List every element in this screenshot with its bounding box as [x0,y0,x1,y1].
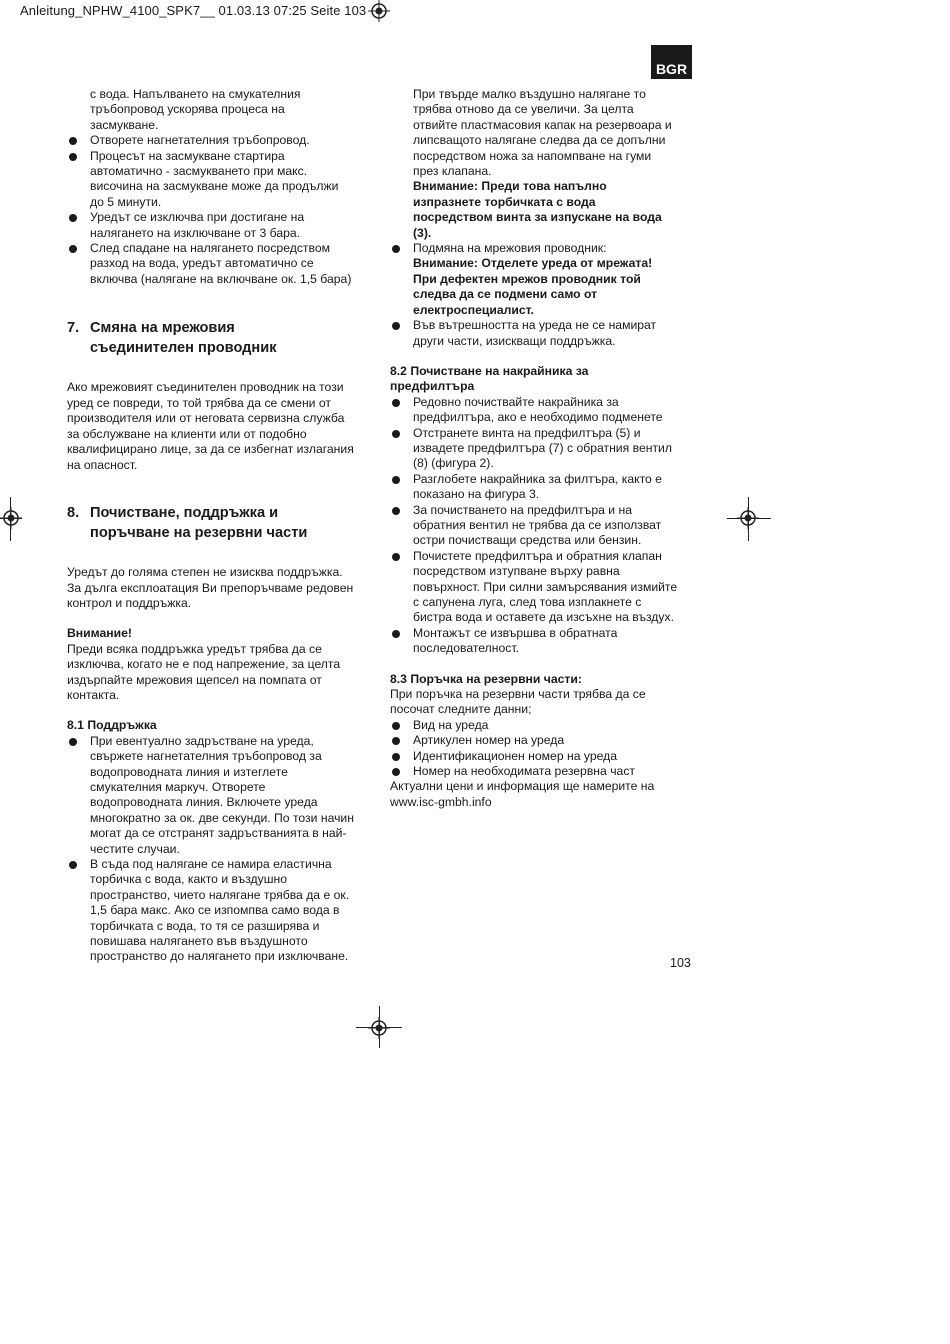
crop-line [727,518,771,519]
order-bullet: Артикулен номер на уреда [390,733,694,748]
pressure-continuation: При твърде малко въздушно налягане то трябва отново да се увеличи. За целта отвийте пластмасовия капак на резервоара и липсващото налягане следва да се допълни посредством ножа за напомпване на гуми през клапана. [413,87,672,179]
left-column [67,87,371,965]
filter-bullet: Разглобете накрайника за филтъра, както е показано на фигура 3. [390,472,694,503]
filter-bullet: Отстранете винта на предфилтъра (5) и извадете предфилтъра (7) с обратния вентил (8) (фигура 2). [390,426,694,472]
subsection-8-3-title: 8.3 Поръчка на резервни части: [390,671,582,686]
bullet-icon [392,476,400,484]
intro-bullet: Отворете нагнетателния тръбопровод. [67,133,371,148]
order-bullet: Номер на необходимата резервна част [390,764,694,779]
bullet-icon [392,722,400,730]
filter-bullet: Редовно почиствайте накрайника за предфилтъра, ако е необходимо подменете [390,395,694,426]
crop-line [0,518,22,519]
order-bullet: Вид на уреда [390,718,694,733]
section-7-body: Ако мрежовият съединителен проводник на този уред се повреди, то той трябва да се смени от производителя или от неговата сервизна служба за обслужване на клиенти или от подобно квалифицирано лице, за да се избегнат излагания на опасност. [67,380,354,472]
bullet-icon [392,630,400,638]
page-number: 103 [670,956,691,970]
bullet-icon [392,553,400,561]
filter-bullet: Монтажът се извършва в обратната последователност. [390,626,694,657]
order-outro: Актуални цени и информация ще намерите на www.isc-gmbh.info [390,779,694,810]
bullet-icon [69,861,77,869]
subsection-8-1-title: 8.1 Поддръжка [67,718,157,733]
crop-line [748,497,749,541]
maintenance-bullet: В съда под налягане се намира еластична торбичка с вода, както и въздушно пространство, чието налягане трябва да е ок. 1,5 бара макс. Ако се изпомпва само вода в торбичката с вода, то тя се разширява и повишава налягането във въздушното пространство до налягането при изключване. [67,857,371,965]
language-badge: BGR [651,45,692,79]
bullet-icon [392,507,400,515]
inside-bullet: Във вътрешността на уреда не се намират други части, изискващи поддръжка. [390,318,694,349]
website-link[interactable]: www.isc-gmbh.info [390,794,492,809]
section-8-heading: 8. Почистване, поддръжка и поръчване на резервни части [67,504,308,541]
intro-bullet: Уредът се изключва при достигане на налягането на изключване от 3 бара. [67,210,371,241]
bullet-icon [392,737,400,745]
warning-body: Преди всяка поддръжка уредът трябва да се изключва, когато не е под напрежение, за целта издърпайте мрежовия щепсел на помпата от контакта. [67,641,341,702]
pressure-warning: Внимание: Преди това напълно изпразнете торбичката с вода посредством винта за изпускане на вода (3). [413,179,662,240]
bullet-icon [69,738,77,746]
cable-bullet: Подмяна на мрежовия проводник: Внимание: Отделете уреда от мрежата! При дефектен мрежов проводник той следва да се подмени само от електроспециалист. [390,241,694,318]
bullet-icon [69,245,77,253]
crop-line [10,497,11,541]
filter-bullet: За почистването на предфилтъра и на обратния вентил не трябва да се използват остри почистващи средства или бензин. [390,503,694,549]
bullet-icon [392,245,400,253]
subsection-8-2-title: 8.2 Почистване на накрайника за предфилтъра [390,363,589,394]
filter-bullet: Почистете предфилтъра и обратния клапан посредством изтупване върху равна повърхност. При силни замърсявания измийте с сапунена луга, след това изплакнете с бистра вода и оставете да изсъхне на въздух. [390,549,694,626]
intro-bullet: След спадане на налягането посредством разход на вода, уредът автоматично се включва (налягане на включване ок. 1,5 бара) [67,241,371,287]
bullet-icon [69,137,77,145]
maintenance-bullet: При евентуално задръстване на уреда, свържете нагнетателния тръбопровод за водопроводната линия и изтеглете смукателния маркуч. Отворете водопроводната линия. Включете уреда многократно за ок. две секунди. По този начин могат да се отстранят задръстванията в най- честите случаи. [67,734,371,857]
section-7-heading: 7. Смяна на мрежовия съединителен проводник [67,320,277,356]
order-bullet: Идентификационен номер на уреда [390,749,694,764]
bullet-icon [69,214,77,222]
file-header: Anleitung_NPHW_4100_SPK7__ 01.03.13 07:25 Seite 103 [20,3,367,18]
bullet-icon [392,768,400,776]
right-column [390,87,694,810]
bullet-icon [392,399,400,407]
warning-title: Внимание! [67,626,132,641]
bullet-icon [392,322,400,330]
crop-line [379,1006,380,1048]
section-8-body: Уредът до голяма степен не изисква поддръжка. За дълга експлоатация Ви препоръчваме редовен контрол и поддръжка. [67,565,354,610]
order-intro: При поръчка на резервни части трябва да се посочат следните данни; [390,687,646,717]
bullet-icon [392,430,400,438]
bullet-icon [69,153,77,161]
intro-bullet: Процесът на засмукване стартира автоматично - засмукването при макс. височина на засмукване може да продължи до 5 минути. [67,149,371,211]
intro-continuation: с вода. Напълването на смукателния тръбопровод ускорява процеса на засмукване. [90,87,301,132]
bullet-icon [392,753,400,761]
registration-mark-icon [368,0,390,22]
